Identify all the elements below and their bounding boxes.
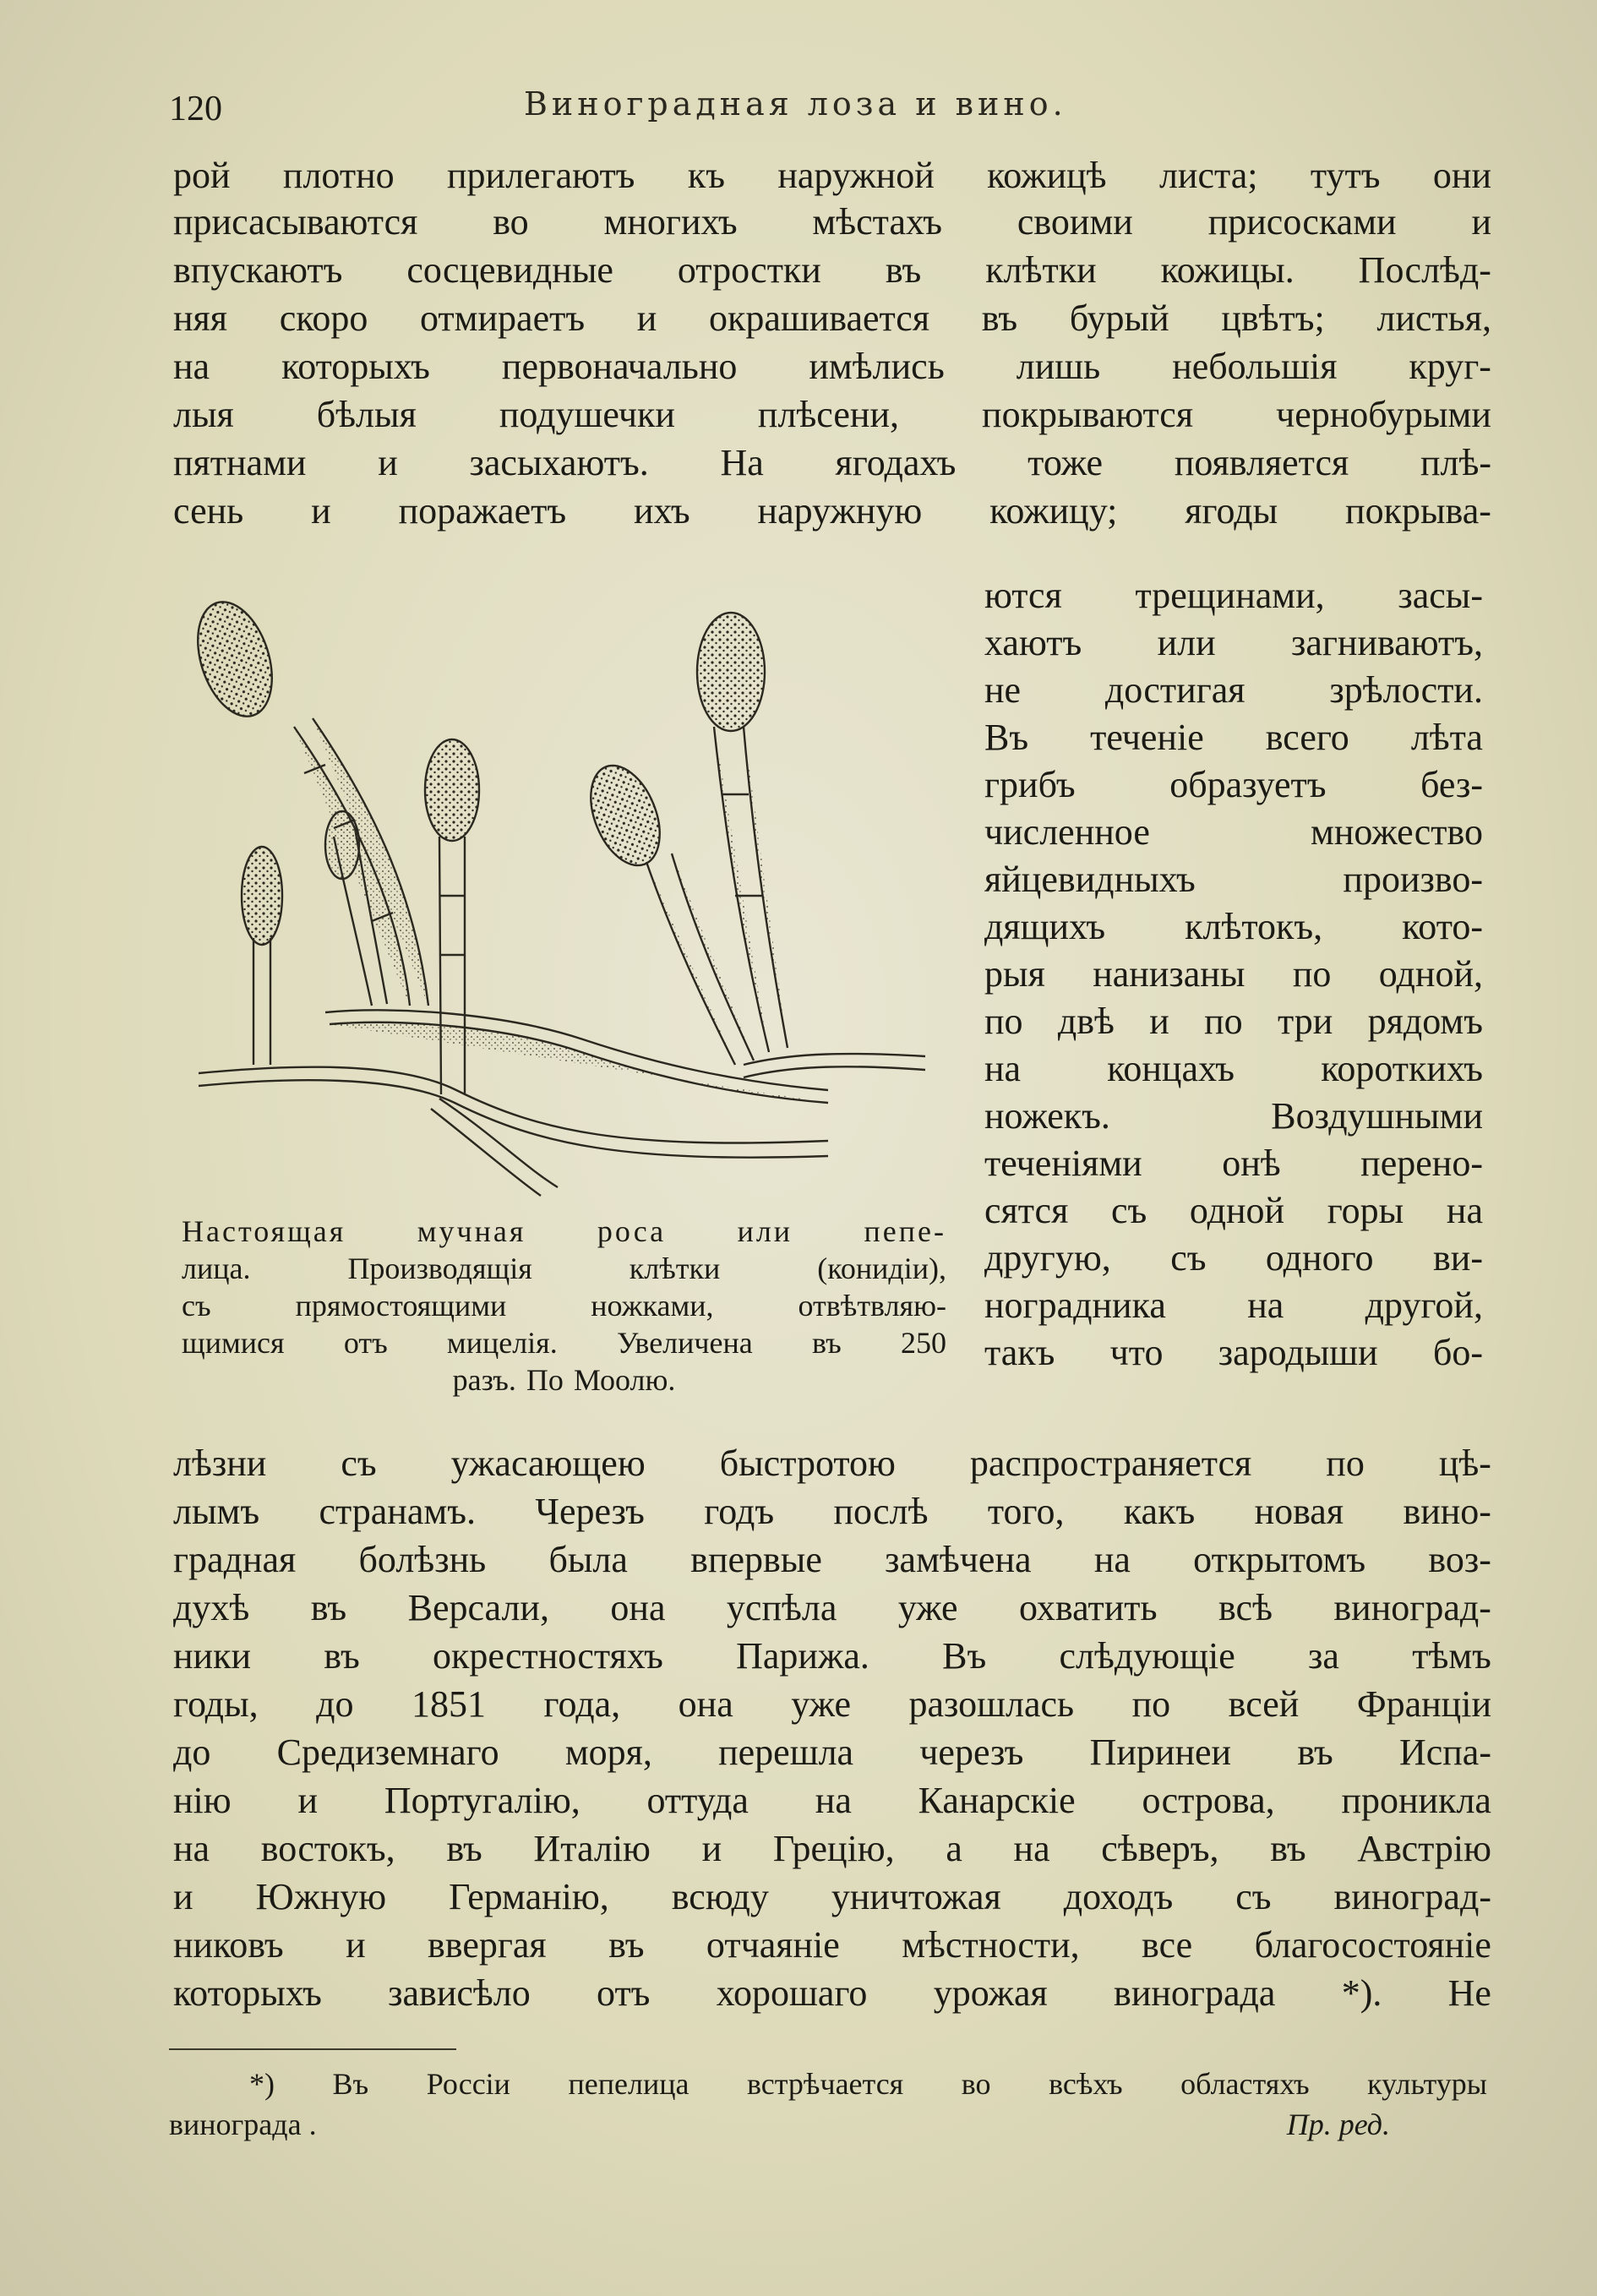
side-line: сятся съ одной горы на [984,1190,1483,1231]
body-line: рой плотно прилегаютъ къ наружной кожицѣ листа; тутъ они [173,155,1491,196]
body-line: ники въ окрестностяхъ Парижа. Въ слѣдующіе за тѣмъ [173,1635,1491,1677]
body-line: и Южную Германію, всюду уничтожая доходъ съ виноград- [173,1876,1491,1917]
body-line: духѣ въ Версали, она успѣла уже охватить всѣ виноград- [173,1587,1491,1628]
side-line: другую, съ одного ви- [984,1237,1483,1279]
body-line: градная болѣзнь была впервые замѣчена на открытомъ воз- [173,1539,1491,1580]
side-line: численное множество [984,811,1483,853]
hypha [744,1066,925,1077]
caption-line: лица. Производящія клѣтки (конидіи), [182,1252,946,1285]
conidiophore [439,837,465,1094]
conidium [425,739,479,841]
side-line: грибъ образуетъ без- [984,764,1483,805]
body-line: на востокъ, въ Италію и Грецію, а на сѣверъ, въ Австрію [173,1828,1491,1869]
editor-note: Пр. ред. [1286,2108,1390,2141]
footnote-line: *) Въ Россіи пепелица встрѣчается во всѣхъ областяхъ культуры [249,2067,1487,2101]
side-line: такъ что зародыши бо- [984,1332,1483,1373]
body-line: пятнами и засыхаютъ. На ягодахъ тоже появляется плѣ- [173,442,1491,483]
conidium [577,755,673,875]
footnote-rule [169,2048,456,2050]
body-line: лѣзни съ ужасающею быстротою распространяется по цѣ- [173,1442,1491,1484]
side-line: на концахъ короткихъ [984,1048,1483,1089]
conidium [697,613,765,731]
page-number: 120 [169,90,222,128]
body-line: присасываются во многихъ мѣстахъ своими присосками и [173,201,1491,243]
side-line: ножекъ. Воздушными [984,1095,1483,1137]
body-line: которыхъ зависѣло отъ хорошаго урожая винограда *). Не [173,1972,1491,2014]
caption-line: разъ. По Моолю. [452,1363,676,1397]
conidiophore [714,727,788,1052]
body-line: няя скоро отмираетъ и окрашивается въ бурый цвѣтъ; листья, [173,297,1491,339]
conidium [242,847,282,945]
mildew-illustration [186,592,946,1208]
side-line: ноградника на другой, [984,1284,1483,1326]
side-line: ются трещинами, засы- [984,575,1483,616]
body-line: на которыхъ первоначально имѣлись лишь небольшія круг- [173,346,1491,387]
body-line: впускаютъ сосцевидные отростки въ клѣтки кожицы. Послѣд- [173,249,1491,291]
side-line: не достигая зрѣлости. [984,669,1483,711]
conidiophore [253,938,270,1065]
side-line: хаютъ или загниваютъ, [984,622,1483,663]
hypha [439,1099,558,1187]
body-line: лымъ странамъ. Черезъ годъ послѣ того, какъ новая вино- [173,1491,1491,1532]
caption-line: съ прямостоящими ножками, отвѣтвляю- [182,1289,946,1323]
page-header [169,80,1487,139]
side-line: яйцевидныхъ произво- [984,859,1483,900]
conidium [325,811,359,879]
side-line: рыя нанизаны по одной, [984,953,1483,995]
side-line: дящихъ клѣтокъ, кото- [984,906,1483,947]
body-line: до Средиземнаго моря, перешла черезъ Пиринеи въ Испа- [173,1732,1491,1773]
body-line: годы, до 1851 года, она уже разошлась по всей Франціи [173,1683,1491,1725]
figure-caption [182,1213,946,1399]
body-line: никовъ и ввергая въ отчаяніе мѣстности, все благосостояніе [173,1924,1491,1966]
conidium [186,592,286,726]
running-title: Виноградная лоза и вино. [524,85,1067,123]
hypha [431,1109,541,1196]
side-line: теченіями онѣ перено- [984,1143,1483,1184]
caption-line: щимися отъ мицелія. Увеличена въ 250 [182,1326,946,1360]
hypha [744,1054,925,1065]
body-line: сень и поражаетъ ихъ наружную кожицу; ягоды покрыва- [173,490,1491,532]
footnote [169,2064,1487,2145]
body-line: нію и Португалію, оттуда на Канарскіе острова, проникла [173,1780,1491,1821]
caption-line: Настоящая мучная роса или пепе- [182,1214,946,1248]
side-line: по двѣ и по три рядомъ [984,1001,1483,1042]
body-line: лыя бѣлыя подушечки плѣсени, покрываются чернобурыми [173,394,1491,435]
footnote-line: винограда . [169,2108,317,2141]
side-line: Въ теченіе всего лѣта [984,717,1483,758]
